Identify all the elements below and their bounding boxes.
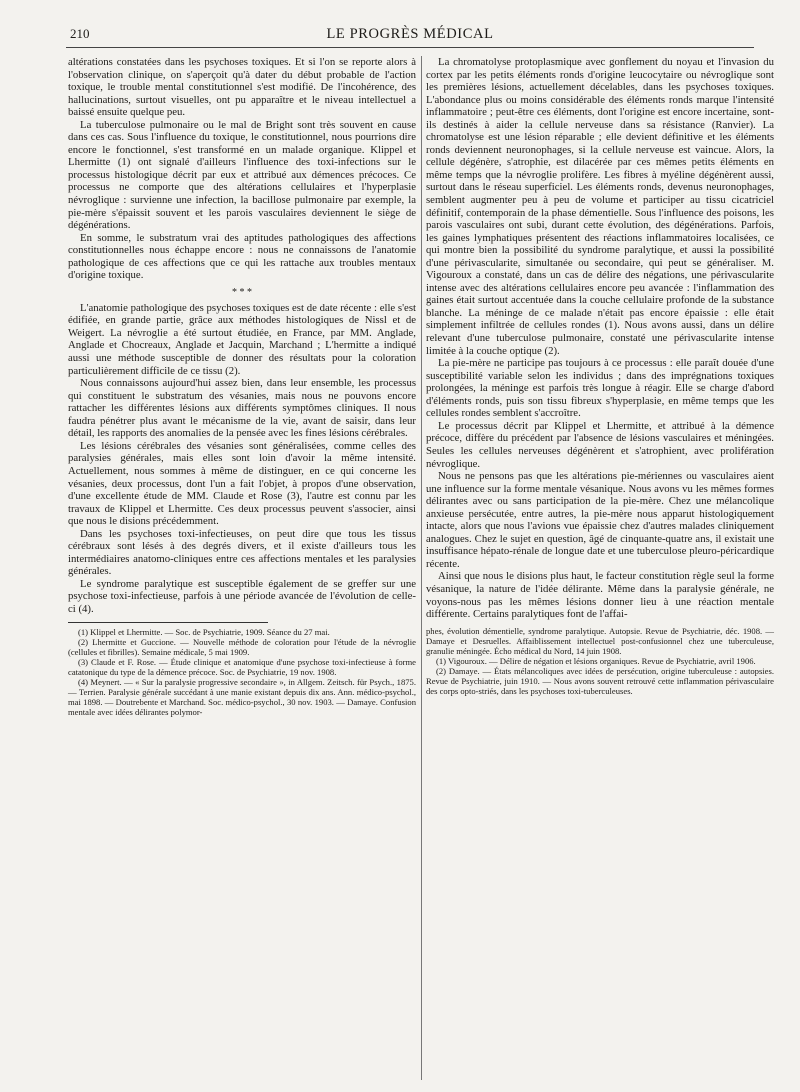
footnote: (1) Klippel et Lhermitte. — Soc. de Psychiatrie, 1909. Séance du 27 mai. [78,626,330,637]
paragraph: La pie-mère ne participe pas toujours à ce processus : elle paraît douée d'une susceptibilité variable selon les individus ; dans des imprégnations toxiques prolongées, la méninge est parfois très longue à réagir. Elle se charge d'abord d'éléments ronds, puis son tissu fibreux s'hyperplasie, en même temps que les cellules rondes semblent s'accroître. [426,357,774,420]
footnote: (2) Damaye. — États mélancoliques avec idées de persécution, origine tuberculeuse : autopsies. Revue de Psychiatrie, juin 1910. — Nous avons souvent retrouvé cette inflammation périvasculaire des corps opto-striés, dans les psychoses toxi-tuberculeuses. [426,665,774,696]
footnote: phes, évolution démentielle, syndrome paralytique. Autopsie. Revue de Psychiatrie, déc. 1908. — Damaye et Desruelles. Affaiblissement intellectuel post-confusionnel chez une tuberculeuse, granulie méningée. Écho médical du Nord, 14 juin 1908. [426,625,774,656]
paragraph: La tuberculose pulmonaire ou le mal de Bright sont très souvent en cause dans ces cas. Sous l'influence du toxique, le constitutionnel, nous pourrions dire encore le fonctionnel, s'est transformé en un malade organique. Klippel et Lhermitte (1) ont signalé d'ailleurs l'influence des toxi-infections sur le processus histologique décrit par eux et attribué aux démences précoces. Ce processus ne comporte que des altérations cellulaires et l'hyperplasie névroglique : survienne une infection, la bacillose pulmonaire par exemple, la pie-mère s'épaissit souvent et les parois vasculaires deviennent le siège de dégénérations. [68,118,416,232]
footnote: (1) Vigouroux. — Délire de négation et lésions organiques. Revue de Psychiatrie, avril 1906. [436,655,756,666]
left-column [68,56,416,717]
paragraph: Ainsi que nous le disions plus haut, le facteur constitution règle seul la forme vésanique, la nature de l'idée délirante. Même dans la paralysie générale, ne voyons-nous pas les mêmes lésions donner lieu à une réaction mentale différente. Certains paralytiques font de l'affai- [426,570,774,621]
page-header [70,26,750,44]
footnote-separator [68,622,268,623]
paragraph: La chromatolyse protoplasmique avec gonflement du noyau et l'invasion du cortex par les petits éléments ronds d'origine leucocytaire ou névroglique sont les premières lésions, actuellement décelables, dans les psychoses toxiques. L'abondance plus ou moins considérable des éléments ronds marque l'intensité inflammatoire ; peut-être ces éléments, dont l'origine est encore incertaine, sont-ils destinés à aider la cellule nerveuse dans sa résistance (Ranvier). La chromatolyse est une lésion réparable ; elle devient définitive et les éléments ronds deviennent neuronophages, si la cellule nerveuse est vaincue. Alors, la cellule dégénère, s'atrophie, est dilacérée par ces mêmes petits éléments en même temps que la névroglie prolifère. Les fibres à myéline dégénèrent aussi, surtout dans le réseau superficiel. Les éléments ronds, devenus neuronophages, semblent augmenter peu à peu de volume et participer au tissu cicatriciel définitif, contemporain de la phase démentielle. Sous l'influence des poisons, les parois vasculaires ont subi, durant cette évolution, des dégénérations. Parfois, les gaines lymphatiques présentent des réactions inflammatoires localisées, ce qui montre bien la possibilité du syndrome paralytique, et aussi la possibilité d'une périvascularite, simultanée ou secondaire, qui peut se généraliser. M. Vigouroux a constaté, dans un cas de délire des négations, une périvascularite intense avec des altérations cellulaires encore peu avancée : l'inflammation des gaines était surtout accentuée dans la couche cellulaire profonde de la substance blanche. La méninge de ce malade n'était pas encore épaissie : elle était simplement infiltrée de cellules rondes (1). Nous avons aussi, dans un délire relevant d'une tuberculose pulmonaire, constaté une périvascularite intense limitée à la couche optique (2). [426,56,774,357]
journal-title: LE PROGRÈS MÉDICAL [326,26,494,42]
paragraph: Le processus décrit par Klippel et Lhermitte, et attribué à la démence précoce, diffère du précédent par l'absence de lésions vasculaires et méningées. Seules les cellules nerveuses dégénèrent et s'atrophient, avec prolifération névroglique. [426,419,774,470]
paragraph: En somme, le substratum vrai des aptitudes pathologiques des affections constitutionnelles nous échappe encore : nous ne connaissons de l'anatomie pathologique de ces affections que ce qui les rattache aux troubles mentaux d'origine toxique. [68,231,416,282]
header-rule [66,47,754,48]
column-rule [421,56,422,1080]
paragraph: Nous ne pensons pas que les altérations pie-mériennes ou vasculaires aient une influence sur la forme mentale vésanique. Nous avons vu les mêmes formes délirantes avec ou sans participation de la pie-mère. Chez une mélancolique anxieuse persécutée, entre autres, la pie-mère nous apparut histologiquement intacte, alors que nous l'avions vue épaissie chez d'autres malades cliniquement analogues. Chez le sujet en question, âgé de cinquante-quatre ans, il existait une insuffisance hépato-rénale de longue date et une tuberculose pleuro-péricardique récente. [426,470,774,570]
footnote: (4) Meynert. — « Sur la paralysie progressive secondaire », in Allgem. Zeitsch. für Psych., 1875. — Terrien. Paralysie générale succédant à une manie existant depuis dix ans. Ann. médico-psychol., mai 1898. — Doutrebente et Marchand. Soc. médico-psychol., 30 nov. 1903. — Damaye. Confusion mentale avec idées délirantes polymor- [68,676,416,717]
page-number: 210 [70,26,90,41]
paragraph: Nous connaissons aujourd'hui assez bien, dans leur ensemble, les processus qui constituent le substratum des vésanies, mais nous ne pouvons encore rattacher les différentes lésions aux différents symptômes cliniques. Il nous faudra pénétrer plus avant le mécanisme de la vie, avant de saisir, dans leur détail, les rapports des anomalies de la pensée avec les fines lésions cérébrales. [68,377,416,440]
footnotes-right [426,626,774,696]
paragraph: L'anatomie pathologique des psychoses toxiques est de date récente : elle s'est édifiée, en grande partie, grâce aux méthodes histologiques de Nissl et de Weigert. La névroglie a été surtout étudiée, en France, par MM. Anglade, Anglade et Chocreaux, Anglade et Jacquin, Marchand ; L'hermitte a indiqué aussi une méthode susceptible de donner des résultats pour la coloration particulièrement difficile de ce tissu (2). [68,301,416,377]
paragraph: altérations constatées dans les psychoses toxiques. Et si l'on se reporte alors à l'observation clinique, on s'aperçoit qu'à dater du début probable de l'action toxique, le trouble mental constitutionnel s'est modifié. De l'incohérence, des hallucinations, surtout visuelles, ont pu apparaître et le niveau intellectuel a baissé ensuite quelque peu. [68,56,416,119]
footnote: (2) Lhermitte et Guccione. — Nouvelle méthode de coloration pour l'étude de la névroglie (cellules et fibrilles). Semaine médicale, 5 mai 1909. [68,636,416,657]
footnotes-left [68,627,416,717]
paragraph: Dans les psychoses toxi-infectieuses, on peut dire que tous les tissus cérébraux sont lésés à des degrés divers, et il existe d'ailleurs tous les intermédiaires anatomo-cliniques entre ces affections mentales et les paralysies générales. [68,527,416,578]
right-column [426,56,774,696]
paragraph: Le syndrome paralytique est susceptible également de se greffer sur une psychose toxi-infectieuse, parfois à une période avancée de l'évolution de celle-ci (4). [68,577,416,615]
section-separator: * * * [232,286,252,298]
footnote: (3) Claude et F. Rose. — Étude clinique et anatomique d'une psychose toxi-infectieuse à forme catatonique du type de la démence précoce. Soc. de Psychiatrie, 19 nov. 1908. [68,656,416,677]
paragraph: Les lésions cérébrales des vésanies sont généralisées, comme celles des paralysies générales, mais elles sont loin d'avoir la même intensité. Actuellement, nous sommes à même de distinguer, en ce qui concerne les vésanies, deux processus, dont l'un a fait l'objet, à propos d'une observation, d'une excellente étude de MM. Claude et Rose (3), l'autre est connu par les travaux de Klippel et Lhermitte. Ces deux processus peuvent s'associer, ainsi que nous le disions précédemment. [68,439,416,528]
